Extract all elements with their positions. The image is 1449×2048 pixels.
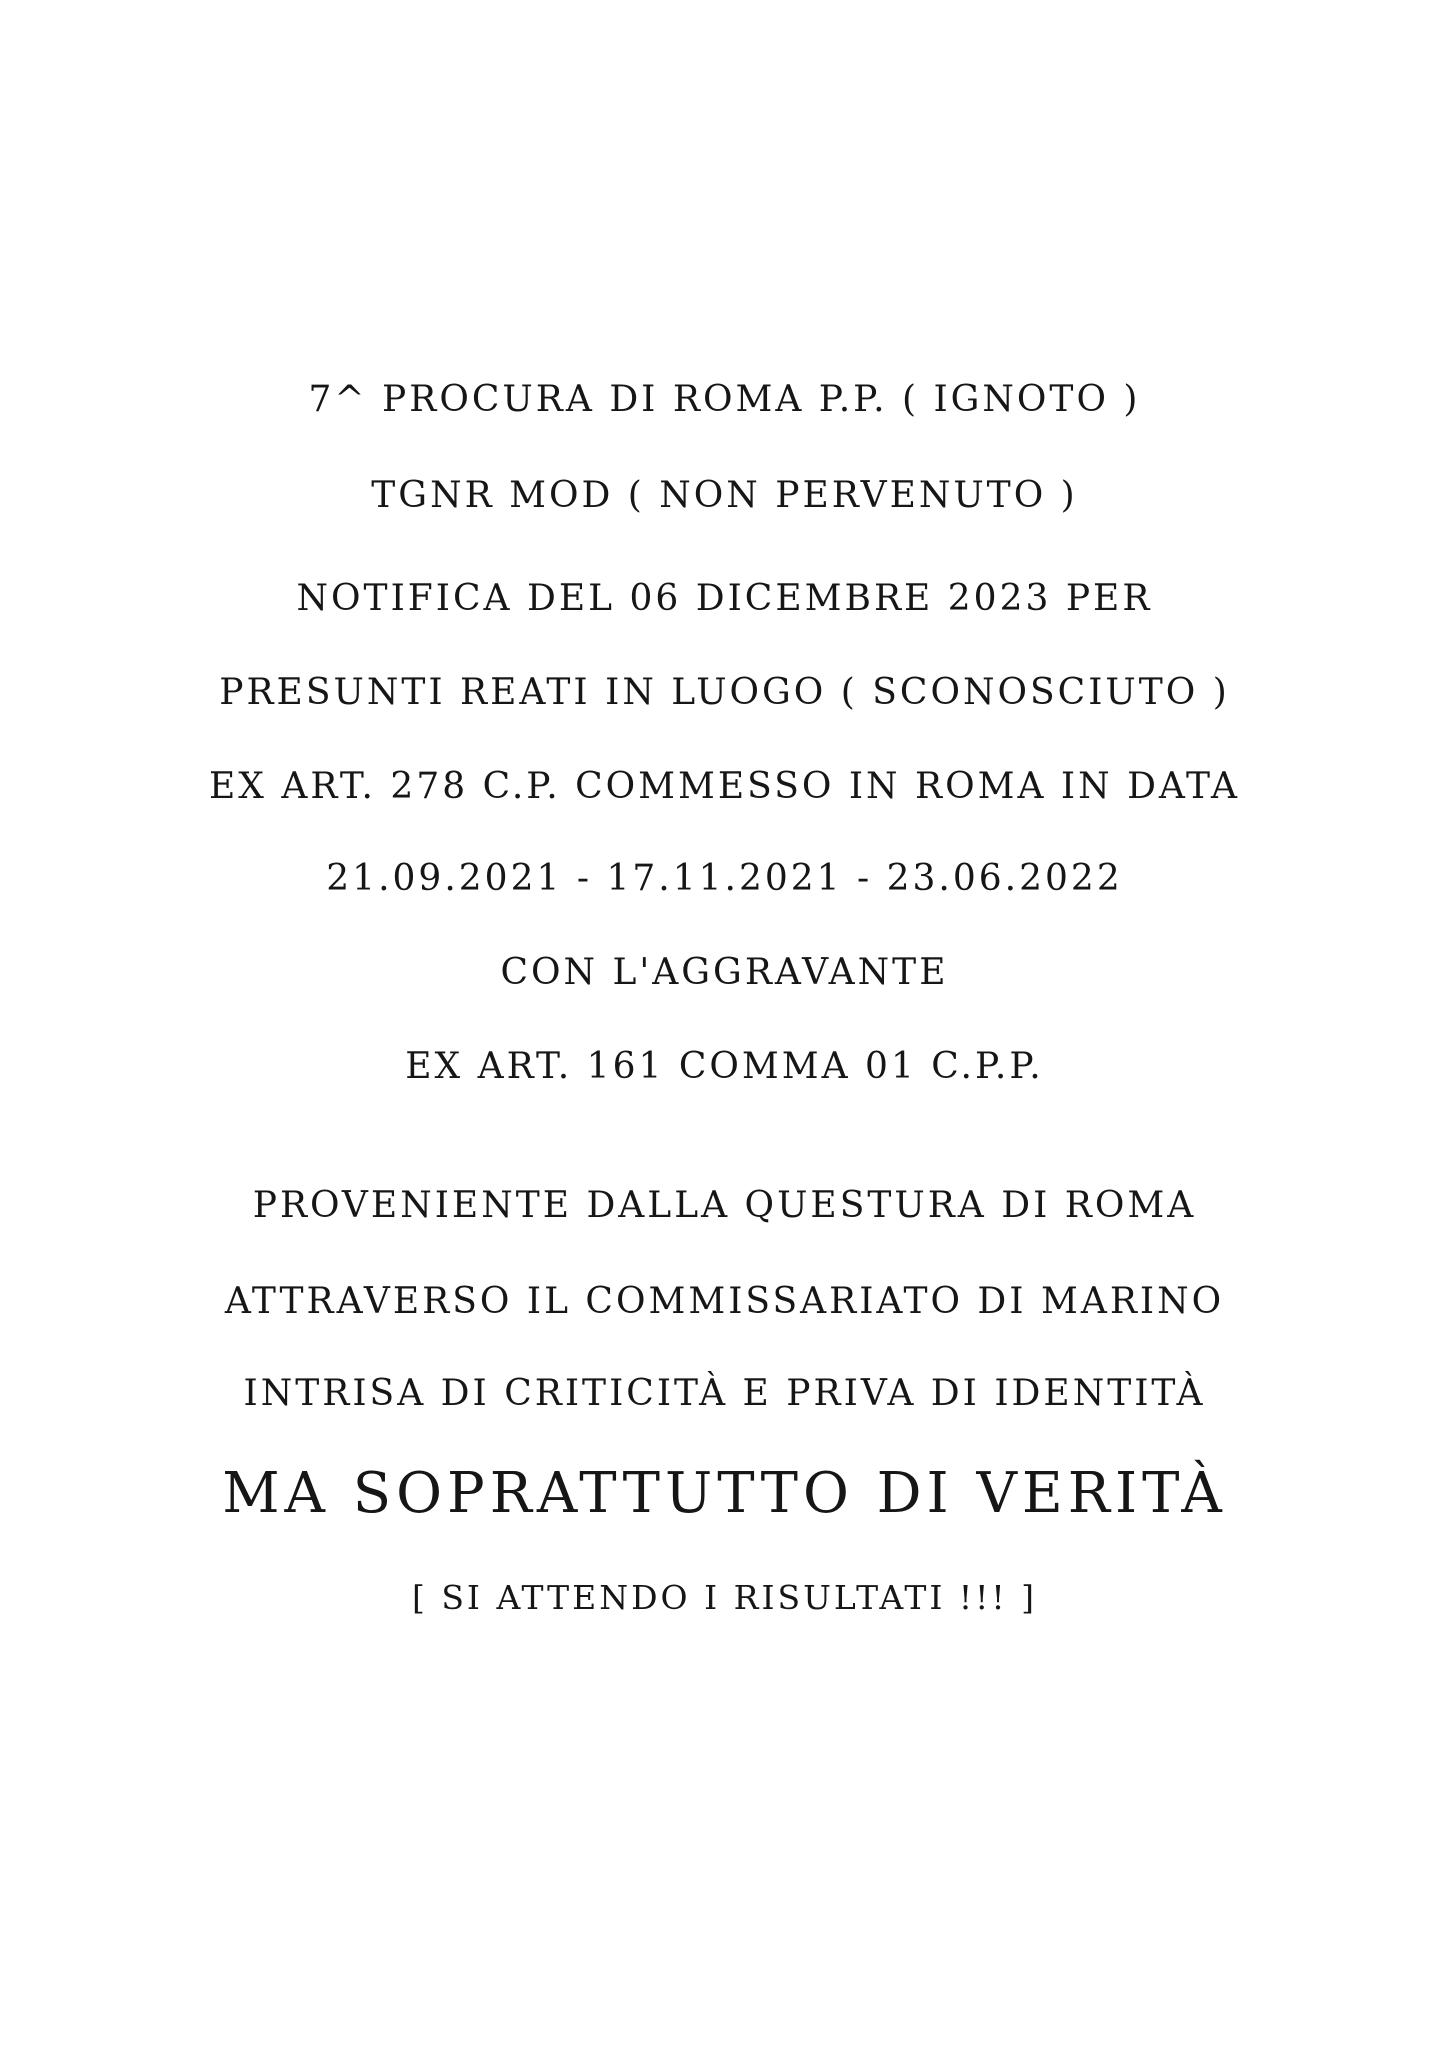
risultati-line: [ SI ATTENDO I RISULTATI !!! ] — [411, 1578, 1038, 1617]
tgnr-line: TGNR MOD ( NON PERVENUTO ) — [371, 475, 1078, 516]
intrisa-line: INTRISA DI CRITICITÀ E PRIVA DI IDENTITÀ — [243, 1373, 1206, 1414]
presunti-reati-line: PRESUNTI REATI IN LUOGO ( SCONOSCIUTO ) — [219, 672, 1230, 713]
aggravante-line: CON L'AGGRAVANTE — [500, 952, 949, 993]
ex-art-161-line: EX ART. 161 COMMA 01 C.P.P. — [405, 1046, 1044, 1087]
procura-line: 7^ PROCURA DI ROMA P.P. ( IGNOTO ) — [308, 379, 1141, 420]
attraverso-line: ATTRAVERSO IL COMMISSARIATO DI MARINO — [224, 1281, 1225, 1322]
dates-line: 21.09.2021 - 17.11.2021 - 23.06.2022 — [326, 858, 1123, 899]
notifica-line: NOTIFICA DEL 06 DICEMBRE 2023 PER — [296, 578, 1153, 619]
proveniente-line: PROVENIENTE DALLA QUESTURA DI ROMA — [252, 1185, 1197, 1226]
ex-art-278-line: EX ART. 278 C.P. COMMESSO IN ROMA IN DATA — [209, 766, 1240, 807]
sopratutto-verita-line: MA SOPRATTUTTO DI VERITÀ — [222, 1461, 1227, 1526]
